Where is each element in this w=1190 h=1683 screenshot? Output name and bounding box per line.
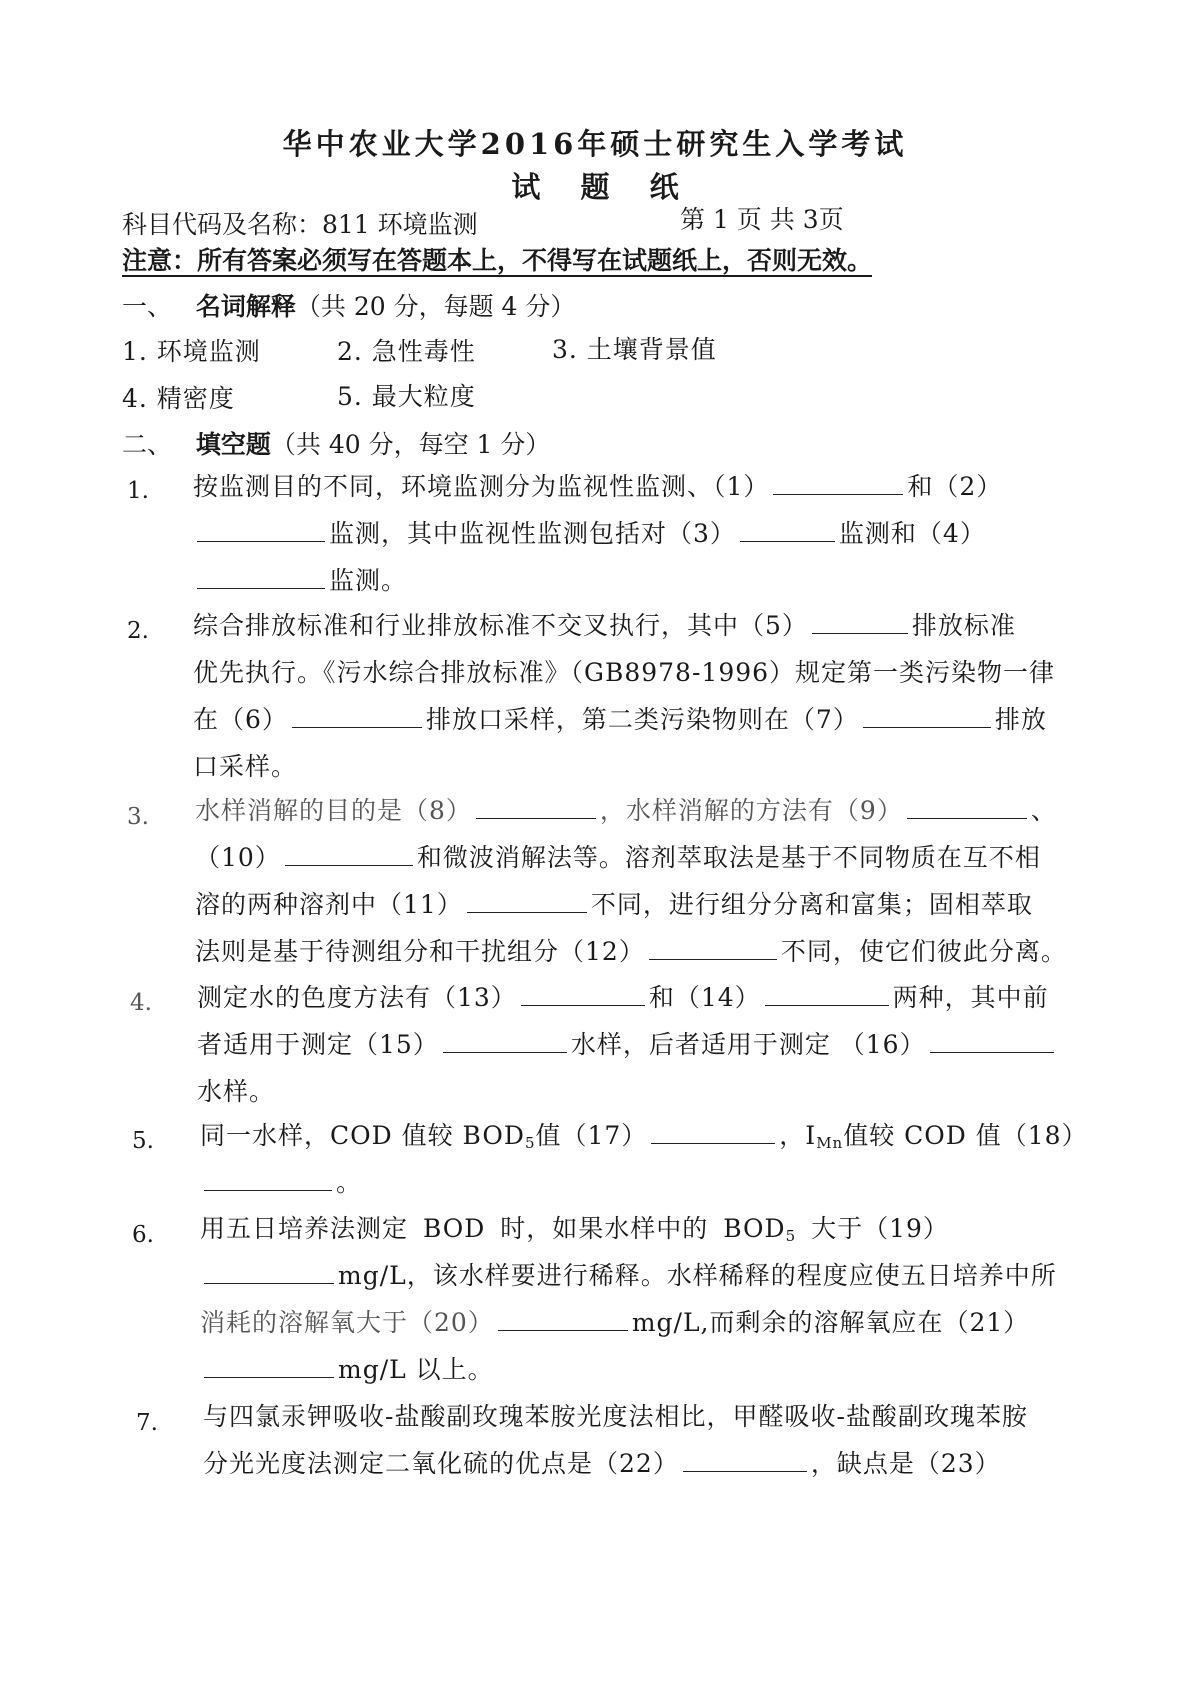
question-line: 分光光度法测定二氧化硫的优点是（22） ，缺点是（23）: [203, 1449, 1001, 1478]
section2-number: 二、: [122, 430, 173, 459]
term-item: 4. 精密度: [122, 384, 235, 413]
question-line: 同一水样，COD 值较 $BOD_5$值（17） ，$I_{Mn}$值较 COD 值（18）: [200, 1121, 1088, 1152]
question-line: 溶的两种溶剂中（11） 不同，进行组分分离和富集；固相萃取: [195, 890, 1033, 919]
answer-blank: [930, 1051, 1054, 1053]
term-item: 1. 环境监测: [122, 337, 261, 366]
answer-blank: [204, 1189, 332, 1191]
answer-blank: [204, 1282, 334, 1284]
answer-blank: [863, 726, 991, 728]
answer-blank: [651, 1142, 775, 1144]
exam-title: 华中农业大学2016年硕士研究生入学考试: [282, 127, 908, 161]
question-line: 水样消解的目的是（8） ，水样消解的方法有（9） 、: [195, 796, 1057, 825]
answer-blank: [812, 632, 908, 634]
answer-blank: [197, 540, 325, 542]
answer-blank: [285, 864, 413, 866]
question-line: mg/L，该水样要进行稀释。水样稀释的程度应使五日培养中所: [200, 1256, 1057, 1292]
question-line: 用五日培养法测定 BOD 时，如果水样中的 $BOD_5$ 大于（19）: [200, 1214, 949, 1245]
question-line: 测定水的色度方法有（13） 和（14） 两种，其中前: [197, 983, 1049, 1012]
section1-heading: [122, 287, 575, 323]
answer-blank: [476, 817, 596, 819]
question-line: 水样。: [197, 1077, 276, 1106]
notice-line: 注意：所有答案必须写在答题本上，不得写在试题纸上，否则无效。: [122, 246, 873, 275]
question-line: 监测。: [193, 561, 407, 597]
section2-title: 填空题: [195, 430, 271, 459]
question-line: mg/L 以上。: [200, 1350, 494, 1386]
answer-blank: [521, 1004, 645, 1006]
question-number: 6.: [132, 1222, 154, 1248]
question-line: 。: [200, 1163, 362, 1199]
term-item: 2. 急性毒性: [337, 337, 476, 366]
answer-blank: [498, 1329, 628, 1331]
section1-title: 名词解释: [195, 292, 296, 321]
question-line: 者适用于测定（15） 水样，后者适用于测定 （16）: [197, 1025, 1058, 1061]
question-line: 在（6） 排放口采样，第二类污染物则在（7） 排放: [193, 705, 1047, 734]
term-item: 3. 土壤背景值: [552, 335, 717, 364]
section2-score: （共 40 分，每空 1 分）: [270, 430, 551, 459]
answer-blank: [197, 587, 325, 589]
question-number: 1.: [127, 478, 149, 504]
question-line: 与四氯汞钾吸收-盐酸副玫瑰苯胺光度法相比，甲醛吸收-盐酸副玫瑰苯胺: [203, 1402, 1028, 1431]
answer-blank: [765, 1004, 889, 1006]
question-number: 7.: [136, 1410, 158, 1436]
question-line: 法则是基于待测组分和干扰组分（12） 不同，使它们彼此分离。: [195, 937, 1067, 966]
question-line: 监测，其中监视性监测包括对（3） 监测和（4）: [193, 514, 986, 550]
page-info: 第 1 页 共 3页: [680, 205, 844, 234]
answer-blank: [443, 1051, 567, 1053]
answer-blank: [683, 1470, 807, 1472]
question-line: （10） 和微波消解法等。溶剂萃取法是基于不同物质在互不相: [195, 843, 1041, 872]
question-line: 消耗的溶解氧大于（20） mg/L,而剩余的溶解氧应在（21）: [200, 1308, 1030, 1337]
exam-subtitle: 试 题 纸: [511, 170, 679, 204]
answer-blank: [292, 726, 422, 728]
question-line: 口采样。: [193, 752, 298, 781]
term-item: 5. 最大粒度: [337, 382, 476, 411]
answer-blank: [467, 911, 587, 913]
section1-score: （共 20 分，每题 4 分）: [295, 292, 576, 321]
question-line: 按监测目的不同，环境监测分为监视性监测、（1） 和（2）: [193, 472, 1003, 501]
answer-blank: [204, 1376, 334, 1378]
answer-blank: [773, 493, 903, 495]
question-line: 优先执行。《污水综合排放标准》（GB8978-1996）规定第一类污染物一律: [193, 658, 1056, 687]
answer-blank: [649, 958, 777, 960]
section1-number: 一、: [122, 292, 173, 321]
section2-heading: [122, 425, 550, 461]
question-line: 综合排放标准和行业排放标准不交叉执行，其中（5） 排放标准: [193, 611, 1016, 640]
subject-line: 科目代码及名称：811 环境监测: [122, 210, 478, 239]
question-number: 2.: [127, 618, 149, 644]
question-number: 4.: [130, 990, 152, 1016]
answer-blank: [740, 540, 835, 542]
question-number: 3.: [127, 804, 149, 830]
answer-blank: [907, 817, 1027, 819]
question-number: 5.: [132, 1128, 154, 1154]
